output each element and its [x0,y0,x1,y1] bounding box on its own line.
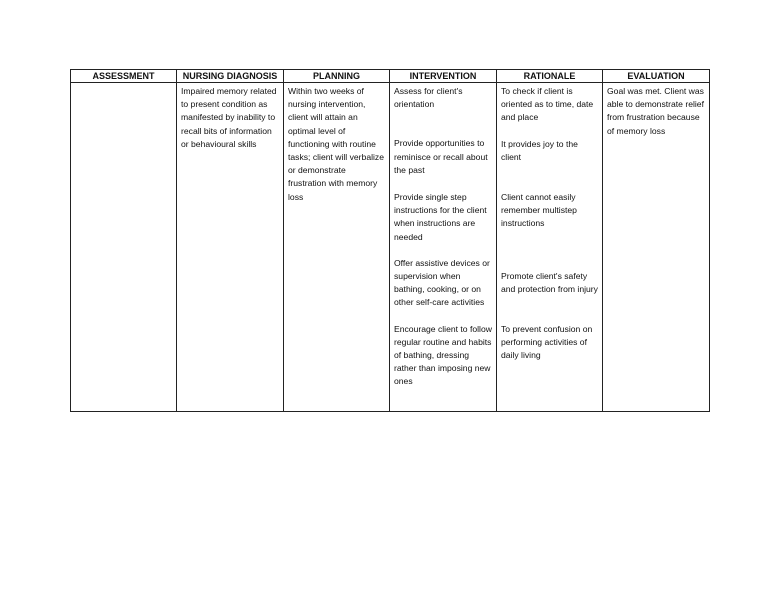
intervention-cell [390,83,497,412]
header-rationale: RATIONALE [497,70,603,83]
nursing-diagnosis-cell [177,83,284,412]
header-evaluation: EVALUATION [603,70,710,83]
header-row [71,70,710,83]
evaluation-text: Goal was met. Client was able to demonstrate relief from frustration because of memory loss [607,86,704,136]
header-planning: PLANNING [284,70,390,83]
intervention-item: Provide single step instructions for the client when instructions are needed [394,192,487,242]
header-nursing-diagnosis: NURSING DIAGNOSIS [177,70,284,83]
rationale-cell [497,83,603,412]
rationale-item: It provides joy to the client [501,138,578,162]
intervention-item: Offer assistive devices or supervision when bathing, cooking, or on other self-care activities [394,257,490,308]
intervention-item: Provide opportunities to reminisce or recall about the past [394,138,488,175]
nursing-diagnosis-text: Impaired memory related to present condition as manifested by inability to recall bits of information or behavioural skills [181,86,277,149]
header-intervention: INTERVENTION [390,70,497,83]
nursing-care-plan-table [70,69,710,412]
evaluation-cell [603,83,710,412]
rationale-item: Client cannot easily remember multistep instructions [501,192,577,229]
care-plan-row [71,83,710,412]
assessment-cell [71,83,177,412]
planning-text: Within two weeks of nursing intervention, client will attain an optimal level of functioning with routine tasks; client will verbalize or demonstrate frustration with memory loss [288,86,384,202]
intervention-item: Assess for client's orientation [394,86,463,110]
rationale-item: To prevent confusion on performing activities of daily living [501,324,593,361]
header-assessment: ASSESSMENT [71,70,177,83]
planning-cell [284,83,390,412]
intervention-item: Encourage client to follow regular routine and habits of bathing, dressing rather than imposing new ones [394,323,492,387]
rationale-item: To check if client is oriented as to time, date and place [501,86,594,123]
rationale-item: Promote client's safety and protection from injury [501,270,598,294]
